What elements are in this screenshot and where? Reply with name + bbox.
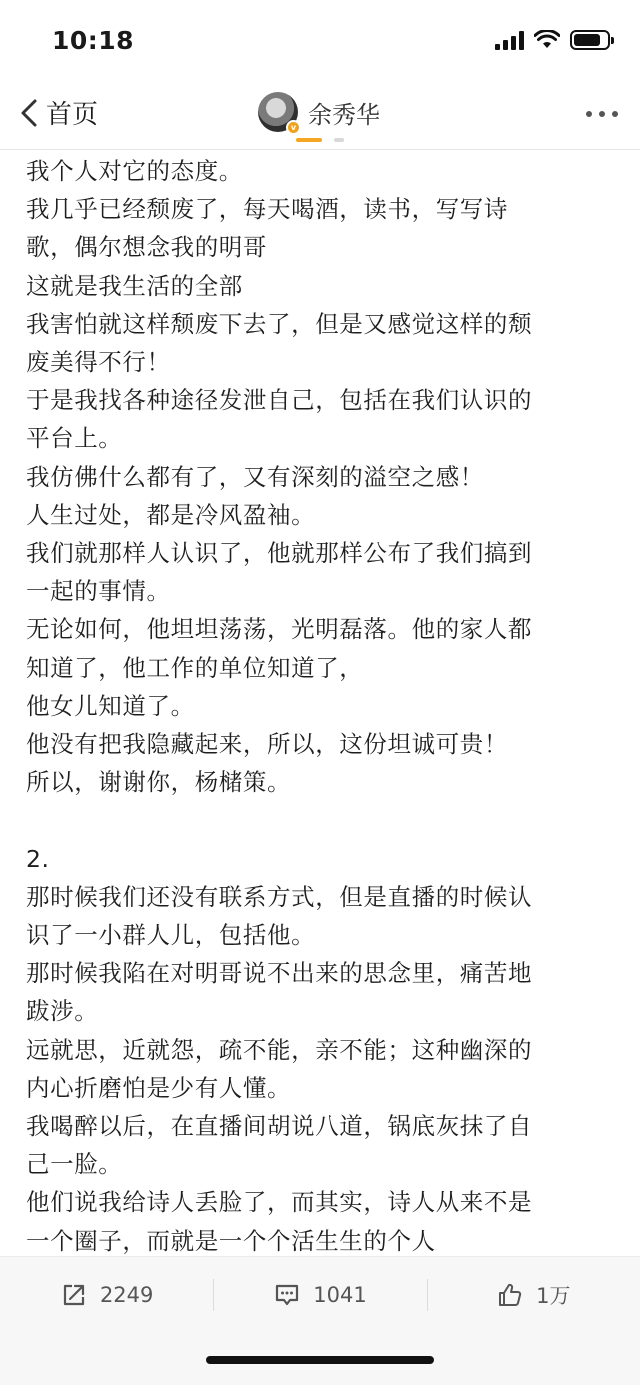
text-line: 一个圈子，而就是一个个活生生的个人 bbox=[26, 1226, 436, 1255]
back-button[interactable] bbox=[18, 94, 98, 131]
share-button[interactable] bbox=[0, 1257, 213, 1332]
text-line: 内心折磨怕是少有人懂。 bbox=[26, 1073, 292, 1102]
text-line: 他女儿知道了。 bbox=[26, 691, 195, 720]
status-bar bbox=[0, 0, 640, 80]
page-indicator-active bbox=[296, 138, 322, 142]
text-line: 平台上。 bbox=[26, 424, 123, 453]
profile-header[interactable] bbox=[258, 92, 380, 132]
text-line: 废美得不行！ bbox=[26, 348, 171, 377]
text-line: 这就是我生活的全部 bbox=[26, 271, 243, 300]
more-dot bbox=[599, 111, 605, 117]
comment-button[interactable] bbox=[213, 1257, 426, 1332]
text-line: 我个人对它的态度。 bbox=[26, 157, 243, 185]
back-label: 首页 bbox=[46, 100, 99, 130]
text-line: 我仿佛什么都有了，又有深刻的溢空之感！ bbox=[26, 462, 484, 491]
text-line: 他没有把我隐藏起来，所以，这份坦诚可贵！ bbox=[26, 730, 508, 759]
comment-count: 1041 bbox=[313, 1282, 367, 1307]
text-line: 跋涉。 bbox=[26, 997, 99, 1026]
like-count: 1万 bbox=[536, 1283, 571, 1308]
text-line: 歌，偶尔想念我的明哥 bbox=[26, 233, 267, 262]
avatar[interactable] bbox=[258, 92, 298, 132]
share-count: 2249 bbox=[99, 1282, 154, 1307]
share-icon bbox=[60, 1281, 88, 1309]
text-line: 知道了，他工作的单位知道了， bbox=[26, 653, 364, 682]
post-body bbox=[26, 152, 626, 1256]
text-line: 人生过处，都是冷风盈袖。 bbox=[26, 500, 316, 529]
chevron-left-icon bbox=[18, 98, 40, 128]
text-line: 远就思，近就怨，疏不能，亲不能；这种幽深的 bbox=[26, 1035, 533, 1064]
text-line: 于是我找各种途径发泄自己，包括在我们认识的 bbox=[26, 386, 533, 415]
status-icons bbox=[495, 30, 610, 50]
comment-icon bbox=[273, 1281, 301, 1309]
page-indicators bbox=[296, 138, 344, 142]
like-button[interactable] bbox=[427, 1257, 640, 1332]
more-dots-icon bbox=[586, 111, 592, 117]
page-indicator-inactive bbox=[334, 138, 344, 142]
wifi-icon bbox=[534, 30, 560, 50]
status-time: 10:18 bbox=[52, 26, 135, 55]
nav-bar bbox=[0, 80, 640, 150]
home-indicator-area bbox=[0, 1332, 640, 1385]
text-line: 无论如何，他坦坦荡荡，光明磊落。他的家人都 bbox=[26, 615, 533, 644]
text-line: 所以，谢谢你，杨槠策。 bbox=[26, 768, 292, 797]
text-line: 一起的事情。 bbox=[26, 577, 171, 606]
text-line: 我们就那样人认识了，他就那样公布了我们搞到 bbox=[26, 539, 533, 568]
text-line: 我几乎已经颓废了，每天喝酒，读书，写写诗 bbox=[26, 195, 508, 224]
more-button[interactable] bbox=[586, 111, 618, 117]
thumbs-up-icon bbox=[496, 1281, 524, 1309]
battery-icon bbox=[570, 30, 610, 50]
verified-badge-icon: v bbox=[286, 120, 301, 135]
text-line: 我害怕就这样颓废下去了，但是又感觉这样的颓 bbox=[26, 309, 533, 338]
text-line: 识了一小群人儿，包括他。 bbox=[26, 921, 316, 950]
more-dot bbox=[612, 111, 618, 117]
home-indicator[interactable] bbox=[206, 1356, 434, 1364]
action-bar bbox=[0, 1256, 640, 1332]
text-line: 那时候我们还没有联系方式，但是直播的时候认 bbox=[26, 882, 533, 911]
text-line: 2. bbox=[26, 844, 50, 873]
text-line: 我喝醉以后，在直播间胡说八道，锅底灰抹了自 bbox=[26, 1112, 533, 1141]
blank-line bbox=[26, 801, 626, 839]
text-line: 他们说我给诗人丢脸了，而其实，诗人从来不是 bbox=[26, 1188, 533, 1217]
text-line: 己一脸。 bbox=[26, 1150, 123, 1179]
cellular-signal-icon bbox=[495, 30, 524, 50]
text-line: 那时候我陷在对明哥说不出来的思念里，痛苦地 bbox=[26, 959, 533, 988]
profile-name[interactable]: 余秀华 bbox=[308, 100, 380, 129]
